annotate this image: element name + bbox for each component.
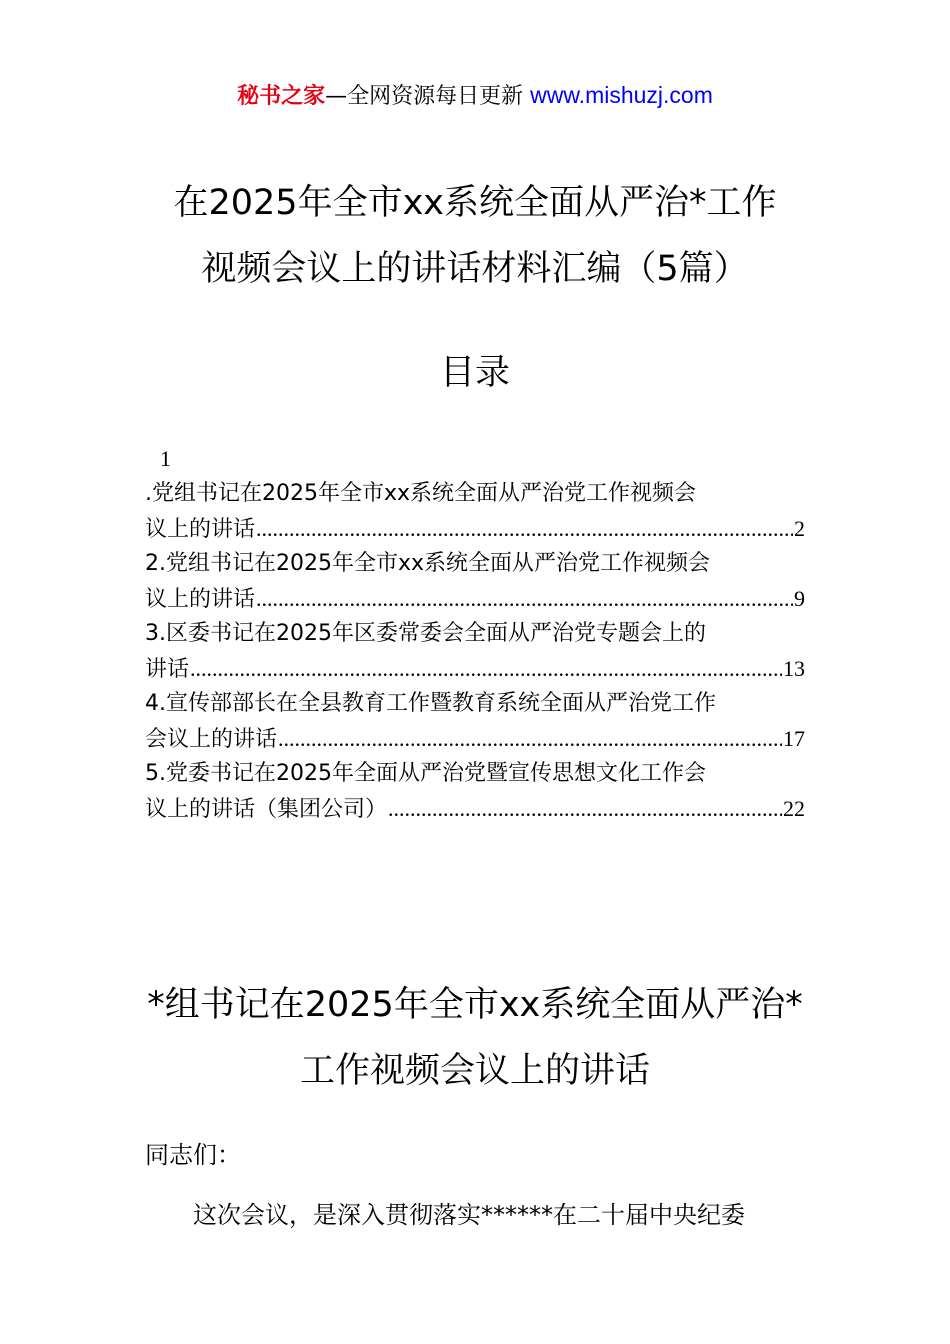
toc-entry-title: 4.宣传部部长在全县教育工作暨教育系统全面从严治党工作 [145, 691, 716, 716]
site-brand: 秘书之家 [237, 84, 326, 109]
document-title [80, 170, 870, 302]
document-title-line2: 视频会议上的讲话材料汇编（5篇） [201, 249, 749, 289]
toc-page-number: 17 [783, 726, 805, 751]
section-title-line1: *组书记在2025年全市xx系统全面从严治* [147, 985, 803, 1025]
toc-entry-3[interactable] [145, 616, 805, 686]
toc-page-number: 9 [794, 586, 805, 611]
toc-entry-title: 5.党委书记在2025年全面从严治党暨宣传思想文化工作会 [145, 761, 706, 786]
document-title-line1: 在2025年全市xx系统全面从严治*工作 [173, 183, 777, 223]
toc-heading: 目录 [439, 353, 510, 393]
toc-entry-title: 2.党组书记在2025年全市xx系统全面从严治党工作视频会 [145, 551, 711, 576]
section-title-line2: 工作视频会议上的讲话 [299, 1051, 650, 1091]
toc-entry-title-cont: 议上的讲话 [145, 517, 256, 542]
toc-entry-5[interactable] [145, 756, 805, 826]
toc-entry-title-cont: 会议上的讲话 [145, 727, 278, 752]
toc-entry-title-cont: 议上的讲话 [145, 587, 256, 612]
toc-entry-title-cont: 议上的讲话（集团公司） [145, 797, 388, 822]
toc-dot-leader [256, 511, 793, 546]
toc-dot-leader [278, 721, 782, 756]
toc-page-number: 2 [794, 516, 805, 541]
site-header [0, 80, 950, 112]
toc-dot-leader [190, 651, 782, 686]
toc-page-number: 13 [783, 656, 805, 681]
toc-dot-leader [388, 791, 782, 826]
toc-page-number: 22 [783, 796, 805, 821]
toc-dot-leader [256, 581, 793, 616]
toc-entry-title: .党组书记在2025年全市xx系统全面从严治党工作视频会 [145, 481, 697, 506]
site-url-link[interactable]: www.mishuzj.com [530, 82, 713, 108]
toc-entry-title: 3.区委书记在2025年区委常委会全面从严治党专题会上的 [145, 621, 706, 646]
table-of-contents [145, 441, 805, 826]
body-paragraph: 这次会议，是深入贯彻落实******在二十届中央纪委 [193, 1201, 745, 1229]
salutation: 同志们： [145, 1141, 241, 1169]
toc-lead-number: 1 [160, 446, 171, 471]
toc-entry-4[interactable] [145, 686, 805, 756]
header-tagline: 全网资源每日更新 [347, 84, 524, 109]
toc-entry-title-cont: 讲话 [145, 657, 190, 682]
header-separator: — [325, 84, 348, 109]
toc-entry-2[interactable] [145, 546, 805, 616]
toc-entry-1[interactable] [145, 476, 805, 546]
section-title [80, 972, 870, 1104]
